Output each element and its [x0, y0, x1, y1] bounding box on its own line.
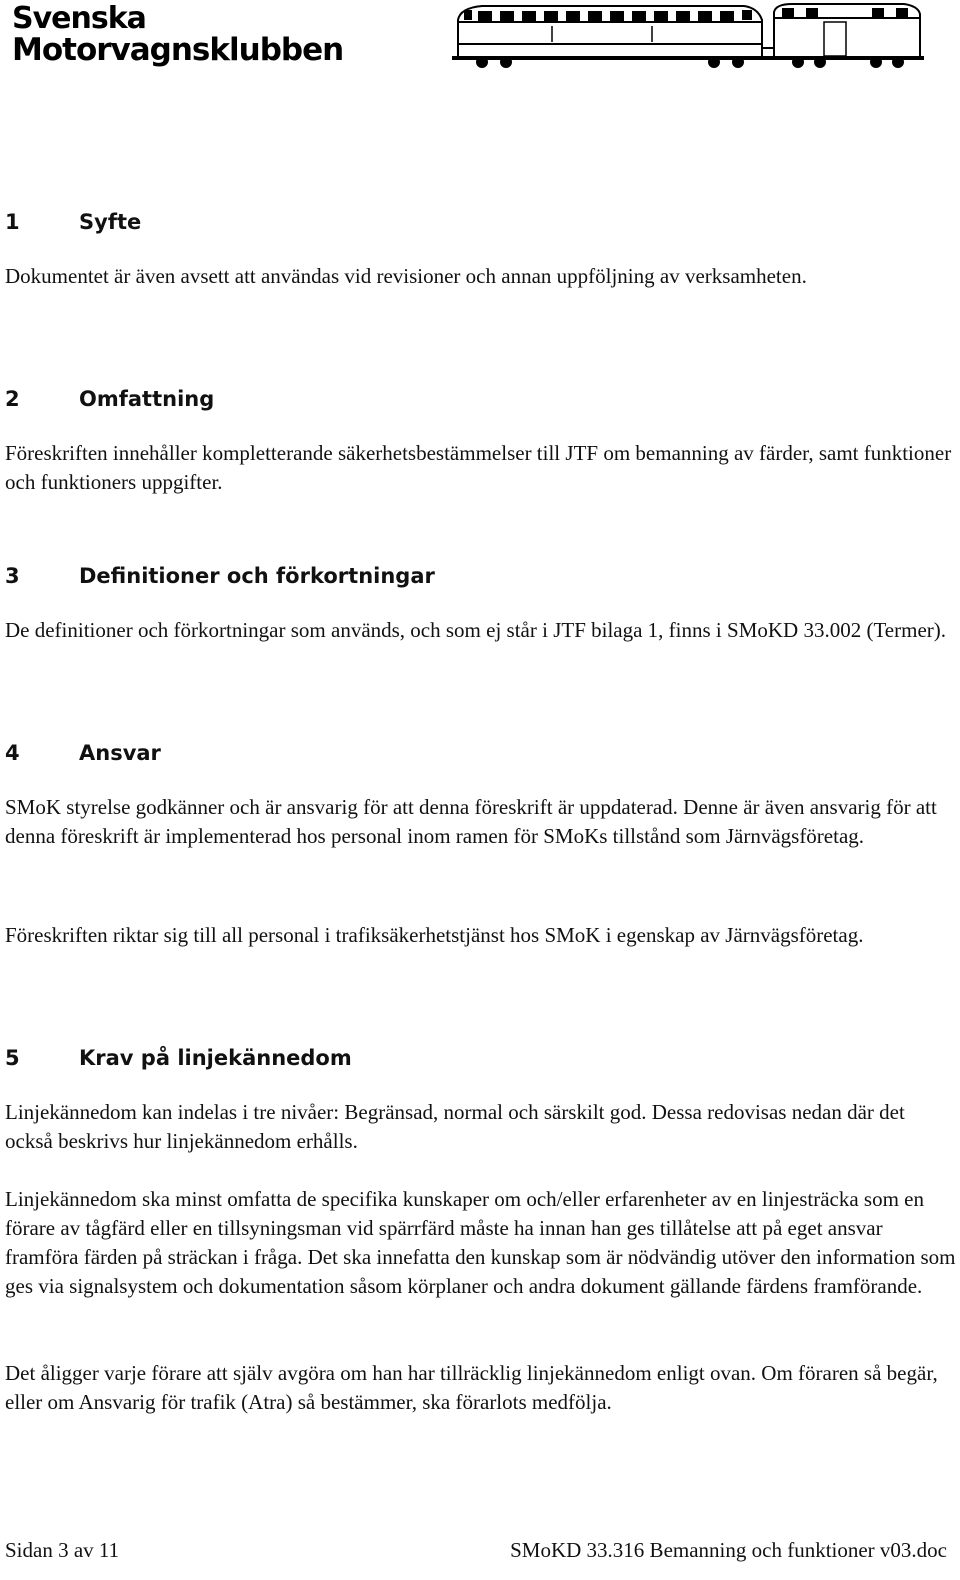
page-number: Sidan 3 av 11 — [5, 1538, 120, 1562]
railcar-illustration — [452, 2, 924, 72]
section-4-heading — [5, 741, 161, 765]
section-title: Omfattning — [79, 387, 215, 411]
page-footer — [5, 1538, 947, 1563]
section-3-heading — [5, 564, 435, 588]
club-logo — [12, 1, 344, 68]
section-title: Definitioner och förkortningar — [79, 564, 435, 588]
logo-line-1: Svenska — [12, 1, 146, 36]
section-3-paragraph-1: De definitioner och förkortningar som används, och som ej står i JTF bilaga 1, finns i SMoKD 33.002 (Termer). — [5, 618, 947, 642]
section-number: 1 — [5, 210, 20, 234]
section-5-paragraph-1: Linjekännedom kan indelas i tre nivåer: Begränsad, normal och särskilt god. Dessa redovisas nedan där det också beskrivs hur linjekännedom erhålls. — [5, 1100, 905, 1153]
section-5-paragraph-2: Linjekännedom ska minst omfatta de specifika kunskaper om och/eller erfarenheter av en linjesträcka som en förare av tågfärd eller en tillsyningsman vid spärrfärd måste ha innan han ges tillåtelse att på eget ansvar framföra färden på sträckan i fråga. Det ska innefatta den kunskap som är nödvändig utöver den information som ges via signalsystem och dokumentation såsom körplaner och andra dokument gällande färdens framförande. — [5, 1187, 956, 1298]
section-title: Krav på linjekännedom — [79, 1046, 352, 1070]
section-1-paragraph-1: Dokumentet är även avsett att användas vid revisioner och annan uppföljning av verksamheten. — [5, 264, 807, 288]
section-number: 3 — [5, 564, 20, 588]
section-number: 2 — [5, 387, 20, 411]
page-header — [0, 0, 960, 80]
document-filename: SMoKD 33.316 Bemanning och funktioner v03.doc — [510, 1538, 947, 1562]
section-1-heading — [5, 210, 141, 234]
logo-line-2: Motorvagnsklubben — [12, 32, 344, 68]
section-title: Ansvar — [79, 741, 161, 765]
section-5-paragraph-3: Det åligger varje förare att själv avgöra om han har tillräcklig linjekännedom enligt ovan. Om föraren så begär, eller om Ansvarig för trafik (Atra) så bestämmer, ska förarlots medfölja. — [5, 1361, 938, 1414]
section-5-heading — [5, 1046, 352, 1070]
section-number: 5 — [5, 1046, 20, 1070]
section-title: Syfte — [79, 210, 142, 234]
section-2-paragraph-1: Föreskriften innehåller kompletterande säkerhetsbestämmelser till JTF om bemanning av färder, samt funktioner och funktioners uppgifter. — [5, 441, 952, 494]
section-4-paragraph-1: SMoK styrelse godkänner och är ansvarig för att denna föreskrift är uppdaterad. Denne är även ansvarig för att denna föreskrift är implementerad hos personal inom ramen för SMoKs tillstånd som Järnvägsföretag. — [5, 795, 937, 848]
section-2-heading — [5, 387, 214, 411]
section-4-paragraph-2: Föreskriften riktar sig till all personal i trafiksäkerhetstjänst hos SMoK i egenskap av Järnvägsföretag. — [5, 923, 864, 947]
section-number: 4 — [5, 741, 20, 765]
